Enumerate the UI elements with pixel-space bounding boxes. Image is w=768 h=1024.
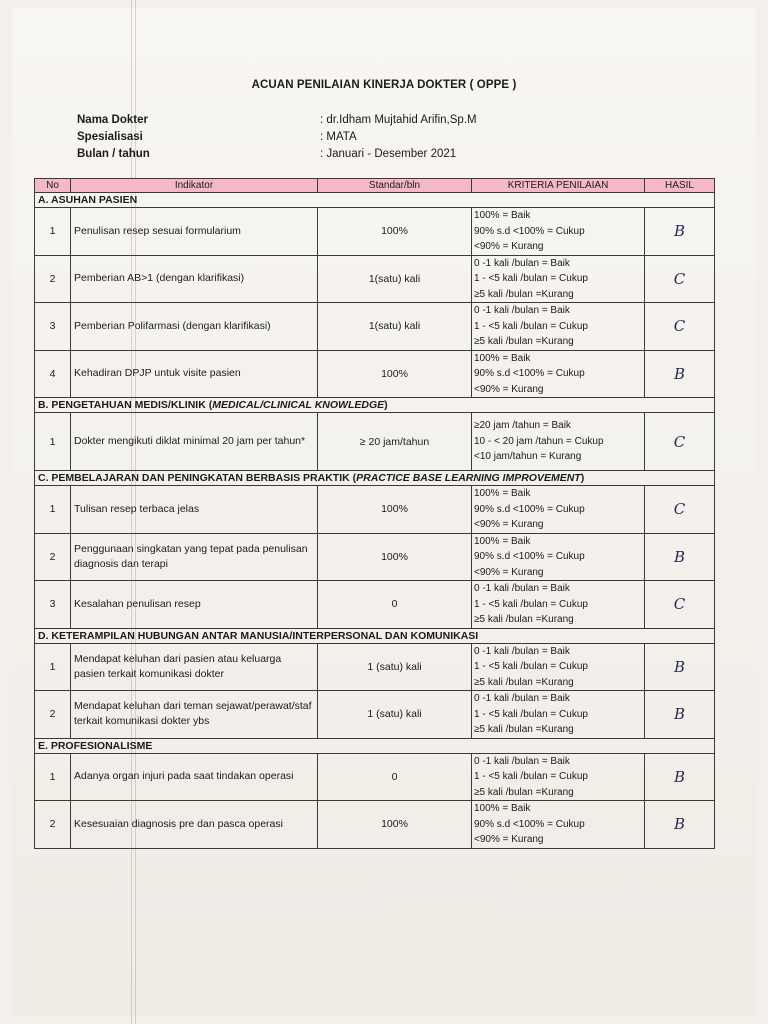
kriteria-line: 0 -1 kali /bulan = Baik: [474, 583, 570, 594]
section-title-italic: MEDICAL/CLINICAL KNOWLEDGE: [212, 399, 385, 411]
row-number: 1: [35, 753, 71, 801]
row-indikator: Adanya organ injuri pada saat tindakan operasi: [71, 753, 318, 801]
header-kriteria: KRITERIA PENILAIAN: [472, 179, 645, 193]
table-header-row: [35, 179, 715, 193]
row-standar: 1(satu) kali: [318, 255, 472, 303]
section-header: [35, 738, 715, 753]
kriteria-line: 0 -1 kali /bulan = Baik: [474, 693, 570, 704]
row-hasil: C: [645, 255, 715, 303]
row-indikator: Kesesuaian diagnosis pre dan pasca operasi: [71, 801, 318, 849]
row-kriteria: [472, 581, 645, 629]
row-number: 2: [35, 255, 71, 303]
kriteria-line: <90% = Kurang: [474, 241, 544, 252]
table-row: [35, 350, 715, 398]
info-value: : dr.Idham Mujtahid Arifin,Sp.M: [320, 114, 477, 126]
row-indikator: Kesalahan penulisan resep: [71, 581, 318, 629]
row-number: 2: [35, 691, 71, 739]
kriteria-line: 10 - < 20 jam /tahun = Cukup: [474, 435, 604, 447]
row-indikator: Mendapat keluhan dari teman sejawat/perawat/staf terkait komunikasi dokter ybs: [71, 691, 318, 739]
info-row-specialty: [77, 129, 597, 146]
kriteria-line: 90% s.d <100% = Cukup: [474, 551, 585, 562]
table-row: [35, 801, 715, 849]
table-row: [35, 208, 715, 256]
kriteria-line: 0 -1 kali /bulan = Baik: [474, 305, 570, 316]
row-indikator: Dokter mengikuti diklat minimal 20 jam per tahun*: [71, 413, 318, 471]
kriteria-line: 100% = Baik: [474, 488, 531, 499]
row-number: 3: [35, 303, 71, 351]
kriteria-line: 1 - <5 kali /bulan = Cukup: [474, 771, 588, 782]
kriteria-line: 1 - <5 kali /bulan = Cukup: [474, 273, 588, 284]
table-row: [35, 303, 715, 351]
section-header: [35, 628, 715, 643]
kriteria-line: ≥5 kali /bulan =Kurang: [474, 676, 574, 688]
header-no: No: [35, 179, 71, 193]
header-indikator: Indikator: [71, 179, 318, 193]
row-kriteria: [472, 486, 645, 534]
row-hasil: B: [645, 753, 715, 801]
header-standar: Standar/bln: [318, 179, 472, 193]
section-title: D. KETERAMPILAN HUBUNGAN ANTAR MANUSIA/INTERPERSONAL DAN KOMUNIKASI: [38, 629, 479, 642]
row-hasil: B: [645, 691, 715, 739]
info-label: Spesialisasi: [77, 131, 143, 143]
section-header: [35, 471, 715, 486]
table-row: [35, 533, 715, 581]
row-number: 2: [35, 801, 71, 849]
info-value: : MATA: [320, 131, 357, 143]
row-kriteria: [472, 350, 645, 398]
kriteria-line: 90% s.d <100% = Cukup: [474, 368, 585, 379]
kriteria-line: 90% s.d <100% = Cukup: [474, 818, 585, 830]
document-title: ACUAN PENILAIAN KINERJA DOKTER ( OPPE ): [251, 79, 517, 91]
table-row: [35, 643, 715, 691]
kriteria-line: <90% = Kurang: [474, 834, 544, 845]
kriteria-line: 1 - <5 kali /bulan = Cukup: [474, 598, 588, 610]
row-kriteria: [472, 643, 645, 691]
kriteria-line: <10 jam/tahun = Kurang: [474, 451, 582, 463]
row-hasil: C: [645, 581, 715, 629]
kriteria-line: 1 - <5 kali /bulan = Cukup: [474, 320, 588, 332]
row-number: 1: [35, 208, 71, 256]
row-number: 1: [35, 486, 71, 534]
row-indikator: Penulisan resep sesuai formularium: [71, 208, 318, 256]
section-title: A. ASUHAN PASIEN: [38, 194, 138, 206]
assessment-table: [34, 178, 715, 849]
kriteria-line: 1 - <5 kali /bulan = Cukup: [474, 708, 588, 720]
section-header: [35, 193, 715, 208]
kriteria-line: ≥5 kali /bulan =Kurang: [474, 288, 574, 300]
kriteria-line: <90% = Kurang: [474, 519, 544, 530]
row-standar: 1 (satu) kali: [318, 691, 472, 739]
row-standar: 1(satu) kali: [318, 303, 472, 351]
kriteria-line: ≥5 kali /bulan =Kurang: [474, 724, 574, 735]
kriteria-line: ≥20 jam /tahun = Baik: [474, 420, 571, 432]
row-number: 2: [35, 533, 71, 581]
table-row: [35, 413, 715, 471]
row-kriteria: [472, 303, 645, 351]
row-indikator: Pemberian AB>1 (dengan klarifikasi): [71, 255, 318, 303]
kriteria-line: 100% = Baik: [474, 803, 531, 814]
row-number: 1: [35, 413, 71, 471]
row-kriteria: [472, 691, 645, 739]
row-kriteria: [472, 533, 645, 581]
info-row-name: [77, 112, 597, 129]
kriteria-line: 90% s.d <100% = Cukup: [474, 225, 585, 237]
row-hasil: B: [645, 801, 715, 849]
kriteria-line: 100% = Baik: [474, 535, 531, 547]
table-row: [35, 255, 715, 303]
row-indikator: Mendapat keluhan dari pasien atau keluarga pasien terkait komunikasi dokter: [71, 643, 318, 691]
row-indikator: Kehadiran DPJP untuk visite pasien: [71, 350, 318, 398]
row-indikator: Penggunaan singkatan yang tepat pada penulisan diagnosis dan terapi: [71, 533, 318, 581]
row-hasil: C: [645, 413, 715, 471]
kriteria-line: 90% s.d <100% = Cukup: [474, 503, 585, 515]
row-standar: 100%: [318, 350, 472, 398]
section-title: C. PEMBELAJARAN DAN PENINGKATAN BERBASIS PRAKTIK (: [38, 472, 357, 484]
row-standar: ≥ 20 jam/tahun: [318, 413, 472, 471]
row-kriteria: [472, 753, 645, 801]
row-kriteria: [472, 801, 645, 849]
info-label: Bulan / tahun: [77, 148, 150, 160]
row-standar: 100%: [318, 486, 472, 534]
kriteria-line: 0 -1 kali /bulan = Baik: [474, 755, 570, 767]
row-kriteria: [472, 208, 645, 256]
info-value: : Januari - Desember 2021: [320, 148, 457, 160]
row-number: 3: [35, 581, 71, 629]
kriteria-line: 1 - <5 kali /bulan = Cukup: [474, 661, 588, 672]
kriteria-line: <90% = Kurang: [474, 383, 544, 395]
row-kriteria: [472, 413, 645, 471]
row-standar: 1 (satu) kali: [318, 643, 472, 691]
row-number: 4: [35, 350, 71, 398]
row-hasil: C: [645, 303, 715, 351]
section-title-italic: PRACTICE BASE LEARNING IMPROVEMENT: [356, 472, 581, 484]
doctor-info: [77, 112, 597, 163]
row-standar: 100%: [318, 208, 472, 256]
kriteria-line: 0 -1 kali /bulan = Baik: [474, 257, 570, 269]
section-title: B. PENGETAHUAN MEDIS/KLINIK (: [38, 399, 213, 411]
section-title-end: ): [384, 399, 388, 411]
row-hasil: B: [645, 208, 715, 256]
row-standar: 100%: [318, 533, 472, 581]
section-title: E. PROFESIONALISME: [38, 739, 153, 752]
section-title-end: ): [580, 472, 585, 484]
info-row-period: [77, 146, 597, 163]
row-hasil: B: [645, 350, 715, 398]
row-hasil: B: [645, 533, 715, 581]
table-row: [35, 753, 715, 801]
kriteria-line: <90% = Kurang: [474, 566, 544, 578]
row-kriteria: [472, 255, 645, 303]
table-row: [35, 581, 715, 629]
section-header: [35, 398, 715, 413]
row-hasil: C: [645, 486, 715, 534]
kriteria-line: ≥5 kali /bulan =Kurang: [474, 786, 574, 798]
kriteria-line: ≥5 kali /bulan =Kurang: [474, 336, 574, 347]
row-number: 1: [35, 643, 71, 691]
table-row: [35, 486, 715, 534]
kriteria-line: 100% = Baik: [474, 352, 531, 364]
info-label: Nama Dokter: [77, 114, 148, 126]
row-standar: 0: [318, 581, 472, 629]
row-standar: 0: [318, 753, 472, 801]
row-indikator: Tulisan resep terbaca jelas: [71, 486, 318, 534]
row-standar: 100%: [318, 801, 472, 849]
row-indikator: Pemberian Polifarmasi (dengan klarifikasi): [71, 303, 318, 351]
kriteria-line: 0 -1 kali /bulan = Baik: [474, 645, 570, 657]
kriteria-line: 100% = Baik: [474, 210, 531, 221]
header-hasil: HASIL: [645, 179, 715, 193]
table-row: [35, 691, 715, 739]
row-hasil: B: [645, 643, 715, 691]
kriteria-line: ≥5 kali /bulan =Kurang: [474, 614, 574, 625]
